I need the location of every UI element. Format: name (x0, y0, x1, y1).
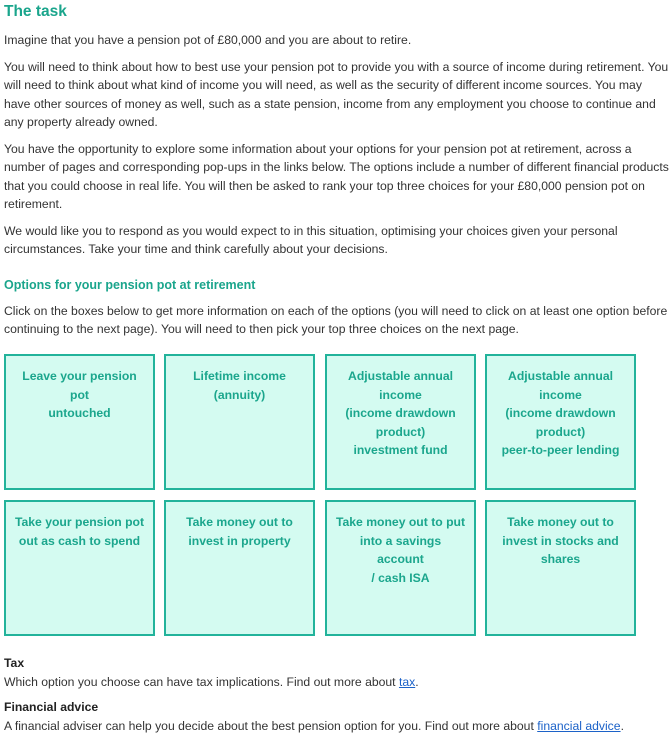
option-label: Take money out to invest in stocks and shares (502, 515, 619, 567)
tax-heading: Tax (4, 656, 25, 670)
options-grid (4, 354, 640, 639)
option-label: Adjustable annual income (income drawdown product) investment fund (345, 369, 456, 458)
respond-paragraph: We would like you to respond as you would expect to in this situation, optimising your choices given your personal circumstances. Take your time and think carefully about your decisions. (4, 224, 618, 257)
tax-text (4, 674, 419, 690)
option-label: Leave your pension pot untouched (22, 369, 137, 421)
option-box-drawdown-investment-fund[interactable] (325, 354, 476, 490)
advice-text-end: . (620, 719, 624, 733)
options-instruction: Click on the boxes below to get more information on each of the options (you will need to click on at least one option before continuing to the next page). You will need to then pick your top three choices on the next page. (4, 304, 668, 337)
tax-text-body: Which option you choose can have tax implications. Find out more about (4, 675, 399, 689)
option-box-stocks-shares[interactable] (485, 500, 636, 636)
option-box-savings-account[interactable] (325, 500, 476, 636)
option-label: Take your pension pot out as cash to spend (14, 515, 145, 548)
explore-paragraph: You have the opportunity to explore some information about your options for your pension pot at retirement, across a number of pages and corresponding pop-ups in the links below. The options include a number of different financial products that you could choose in real life. You will then be asked to rank your top three choices for your £80,000 pension pot on retirement. (4, 142, 669, 211)
option-label: Lifetime income (annuity) (193, 369, 286, 402)
option-box-lifetime-income[interactable] (164, 354, 315, 490)
intro-paragraph: Imagine that you have a pension pot of £80,000 and you are about to retire. (4, 33, 412, 47)
financial-advice-text (4, 718, 624, 734)
financial-advice-heading: Financial advice (4, 700, 99, 714)
option-box-invest-property[interactable] (164, 500, 315, 636)
options-heading: Options for your pension pot at retirement (4, 278, 256, 292)
page-title: The task (4, 3, 67, 20)
option-box-leave-untouched[interactable] (4, 354, 155, 490)
option-label: Adjustable annual income (income drawdown product) peer-to-peer lending (501, 369, 620, 458)
option-label: Take money out to invest in property (186, 515, 293, 548)
financial-advice-link[interactable]: financial advice (537, 719, 621, 733)
advice-text-body: A financial adviser can help you decide about the best pension option for you. Find out more about (4, 719, 538, 733)
tax-link[interactable]: tax (398, 675, 416, 689)
option-box-cash-to-spend[interactable] (4, 500, 155, 636)
tax-text-end: . (415, 675, 419, 689)
option-label: Take money out to put into a savings account / cash ISA (335, 515, 466, 585)
option-box-drawdown-peer-to-peer[interactable] (485, 354, 636, 490)
income-paragraph: You will need to think about how to best use your pension pot to provide you with a source of income during retirement. You will need to think about what kind of income you will need, as well as the security of different income sources. You may have other sources of money as well, such as a state pension, income from any employment you choose to continue and any property already owned. (4, 60, 669, 129)
